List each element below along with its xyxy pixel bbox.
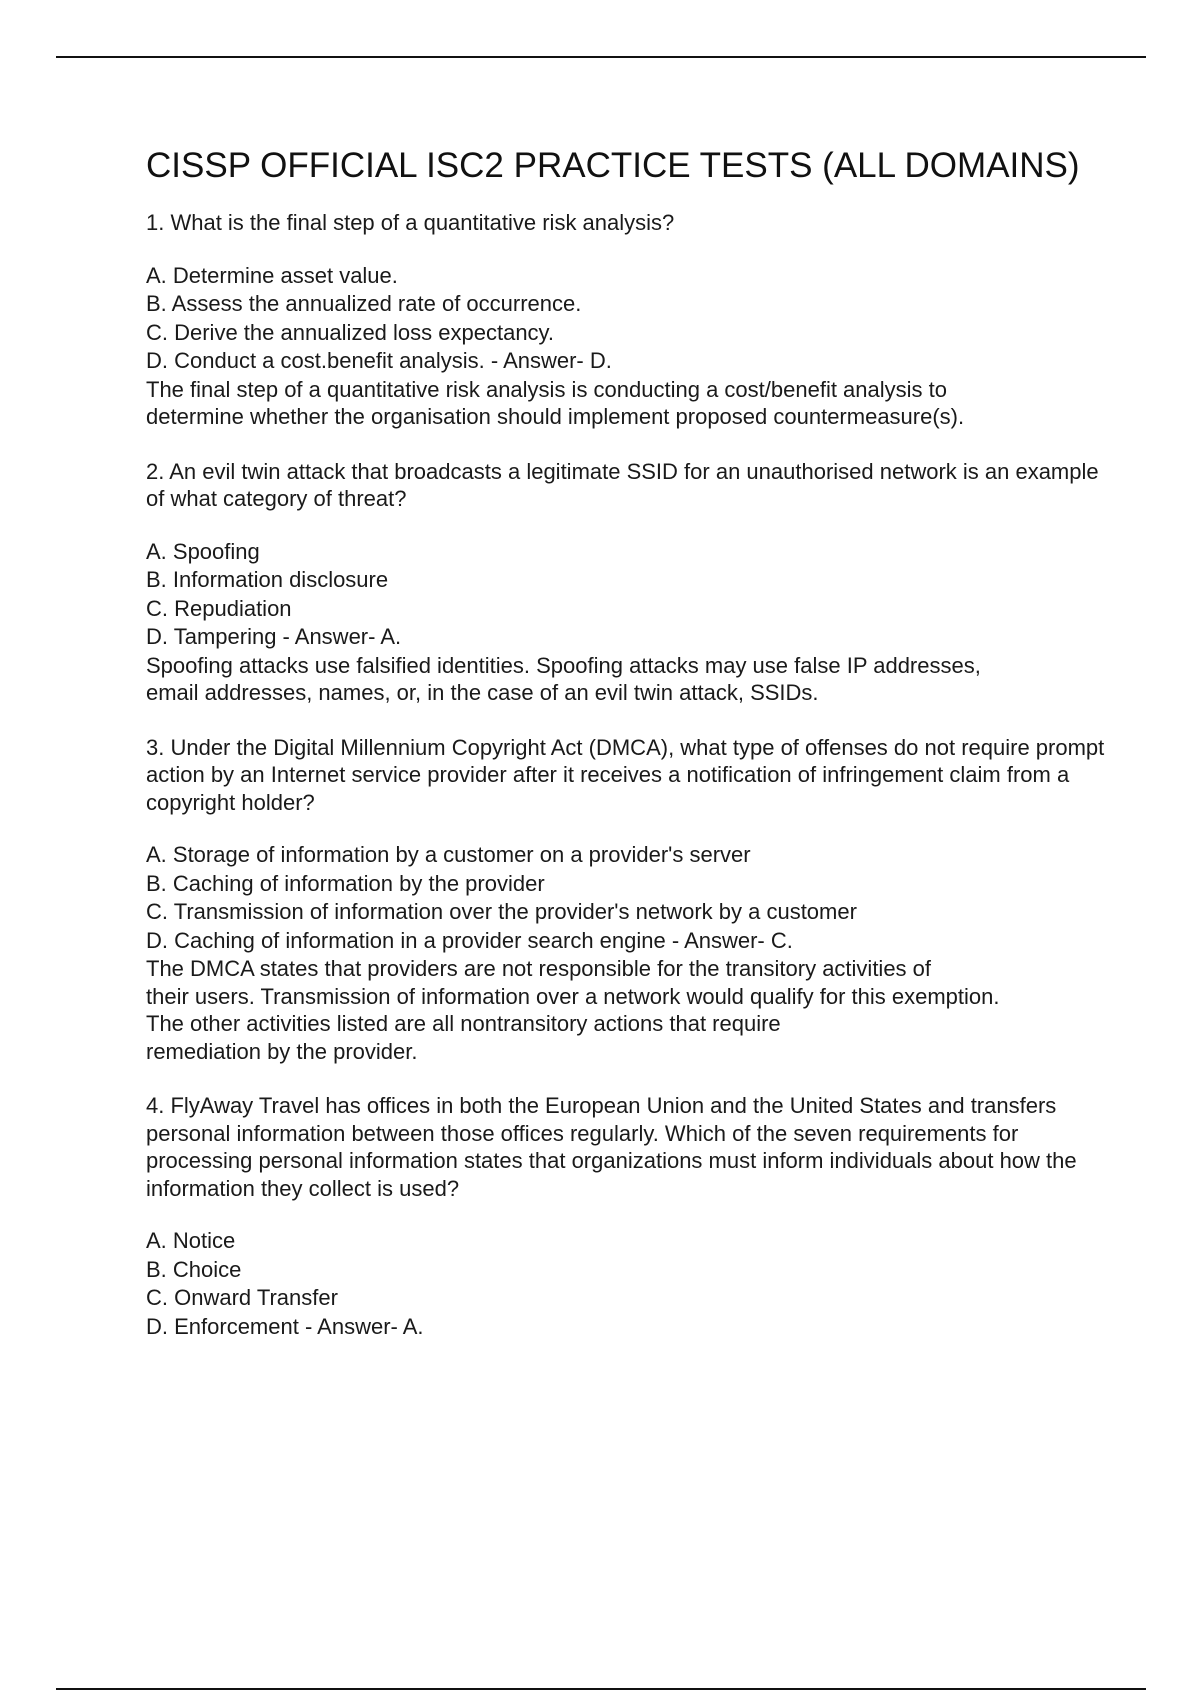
answer-option: C. Onward Transfer (146, 1285, 338, 1310)
question-block (146, 734, 1106, 1066)
answer-explanation (146, 376, 1106, 431)
question-text: 2. An evil twin attack that broadcasts a legitimate SSID for an unauthorised network is an example of what category of threat? (146, 458, 1099, 511)
bottom-rule (56, 1688, 1146, 1690)
explanation-line: The final step of a quantitative risk analysis is conducting a cost/benefit analysis to (146, 376, 947, 402)
explanation-line: determine whether the organisation should implement proposed countermeasure(s). (146, 404, 965, 429)
answer-option: C. Repudiation (146, 595, 292, 621)
document-title: CISSP OFFICIAL ISC2 PRACTICE TESTS (ALL DOMAINS) (146, 146, 1080, 185)
answer-option: C. Transmission of information over the provider's network by a customer (146, 899, 857, 924)
explanation-line: remediation by the provider. (146, 1038, 418, 1064)
explanation-line: email addresses, names, or, in the case of an evil twin attack, SSIDs. (146, 680, 819, 705)
answer-option: B. Assess the annualized rate of occurrence. (146, 291, 582, 316)
answer-option: C. Derive the annualized loss expectancy. (146, 319, 555, 345)
answer-option: A. Storage of information by a customer on a provider's server (146, 842, 751, 867)
answer-option: B. Information disclosure (146, 567, 389, 592)
answer-option: D. Caching of information in a provider search engine - Answer- C. (146, 927, 793, 953)
question-block (146, 1092, 1106, 1341)
question-text: 4. FlyAway Travel has offices in both the European Union and the United States and transfers personal information between those offices regularly. Which of the seven requirements for processing personal information states that organizations must inform individuals about how the information they collect is used? (146, 1093, 1077, 1201)
answer-option: A. Notice (146, 1228, 236, 1253)
answer-option: D. Tampering - Answer- A. (146, 624, 402, 649)
question-block (146, 458, 1106, 707)
answer-option: A. Determine asset value. (146, 262, 398, 288)
document-body (146, 145, 1106, 1368)
explanation-line: their users. Transmission of information over a network would qualify for this exemption. (146, 983, 1000, 1009)
answer-option: B. Choice (146, 1256, 242, 1282)
answer-explanation (146, 652, 1106, 707)
question-block (146, 209, 1106, 431)
explanation-line: The other activities listed are all nontransitory actions that require (146, 1011, 781, 1036)
question-text: 3. Under the Digital Millennium Copyright Act (DMCA), what type of offenses do not require prompt action by an Internet service provider after it receives a notification of infringement claim from a copyright holder? (146, 734, 1105, 815)
answer-explanation (146, 955, 1106, 1065)
explanation-line: Spoofing attacks use falsified identities. Spoofing attacks may use false IP addresses, (146, 652, 981, 678)
answer-option: B. Caching of information by the provider (146, 870, 545, 896)
explanation-line: The DMCA states that providers are not responsible for the transitory activities of (146, 956, 932, 981)
answer-option: D. Enforcement - Answer- A. (146, 1313, 424, 1339)
top-rule (56, 56, 1146, 58)
answer-option: D. Conduct a cost.benefit analysis. - Answer- D. (146, 348, 612, 373)
question-text: 1. What is the final step of a quantitative risk analysis? (146, 210, 675, 235)
answer-option: A. Spoofing (146, 538, 260, 564)
